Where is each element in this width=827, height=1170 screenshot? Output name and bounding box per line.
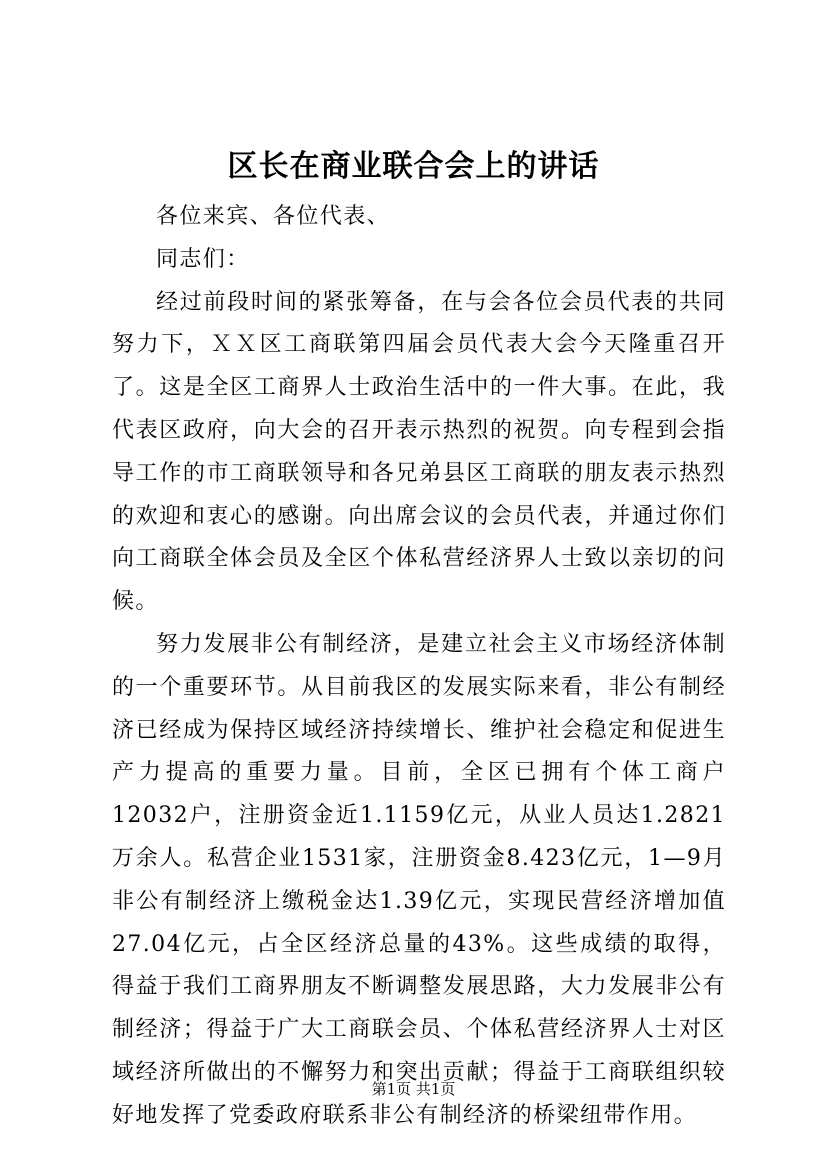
document-title: 区长在商业联合会上的讲话 <box>227 149 600 184</box>
page-footer: 第1页 共1页 <box>371 1080 456 1098</box>
body-paragraph: 努力发展非公有制经济，是建立社会主义市场经济体制的一个重要环节。从目前我区的发展实际来看，非公有制经济已经成为保持区域经济持续增长、维护社会稳定和促进生产力提高的重要力量。目前，全区已拥有个体工商户12032户，注册资金近1.1159亿元，从业人员达1.2821万余人。私营企业1531家，注册资金8.423亿元，1—9月非公有制经济上缴税金达1.39亿元，实现民营经济增加值27.04亿元，占全区经济总量的43%。这些成绩的取得，得益于我们工商界朋友不断调整发展思路，大力发展非公有制经济；得益于广大工商联会员、个体私营经济界人士对区域经济所做出的不懈努力和突出贡献；得益于工商联组织较好地发挥了党委政府联系非公有制经济的桥梁纽带作用。 <box>112 631 726 1128</box>
body-paragraph: 经过前段时间的紧张筹备，在与会各位会员代表的共同努力下，ＸＸ区工商联第四届会员代表大会今天隆重召开了。这是全区工商界人士政治生活中的一件大事。在此，我代表区政府，向大会的召开表示热烈的祝贺。向专程到会指导工作的市工商联领导和各兄弟县区工商联的朋友表示热烈的欢迎和衷心的感谢。向出席会议的会员代表，并通过你们向工商联全体会员及全区个体私营经济界人士致以亲切的问候。 <box>112 289 726 615</box>
salutation-line: 同志们： <box>156 246 250 272</box>
salutation-line: 各位来宾、各位代表、 <box>156 204 391 229</box>
document-body <box>112 196 726 1138</box>
